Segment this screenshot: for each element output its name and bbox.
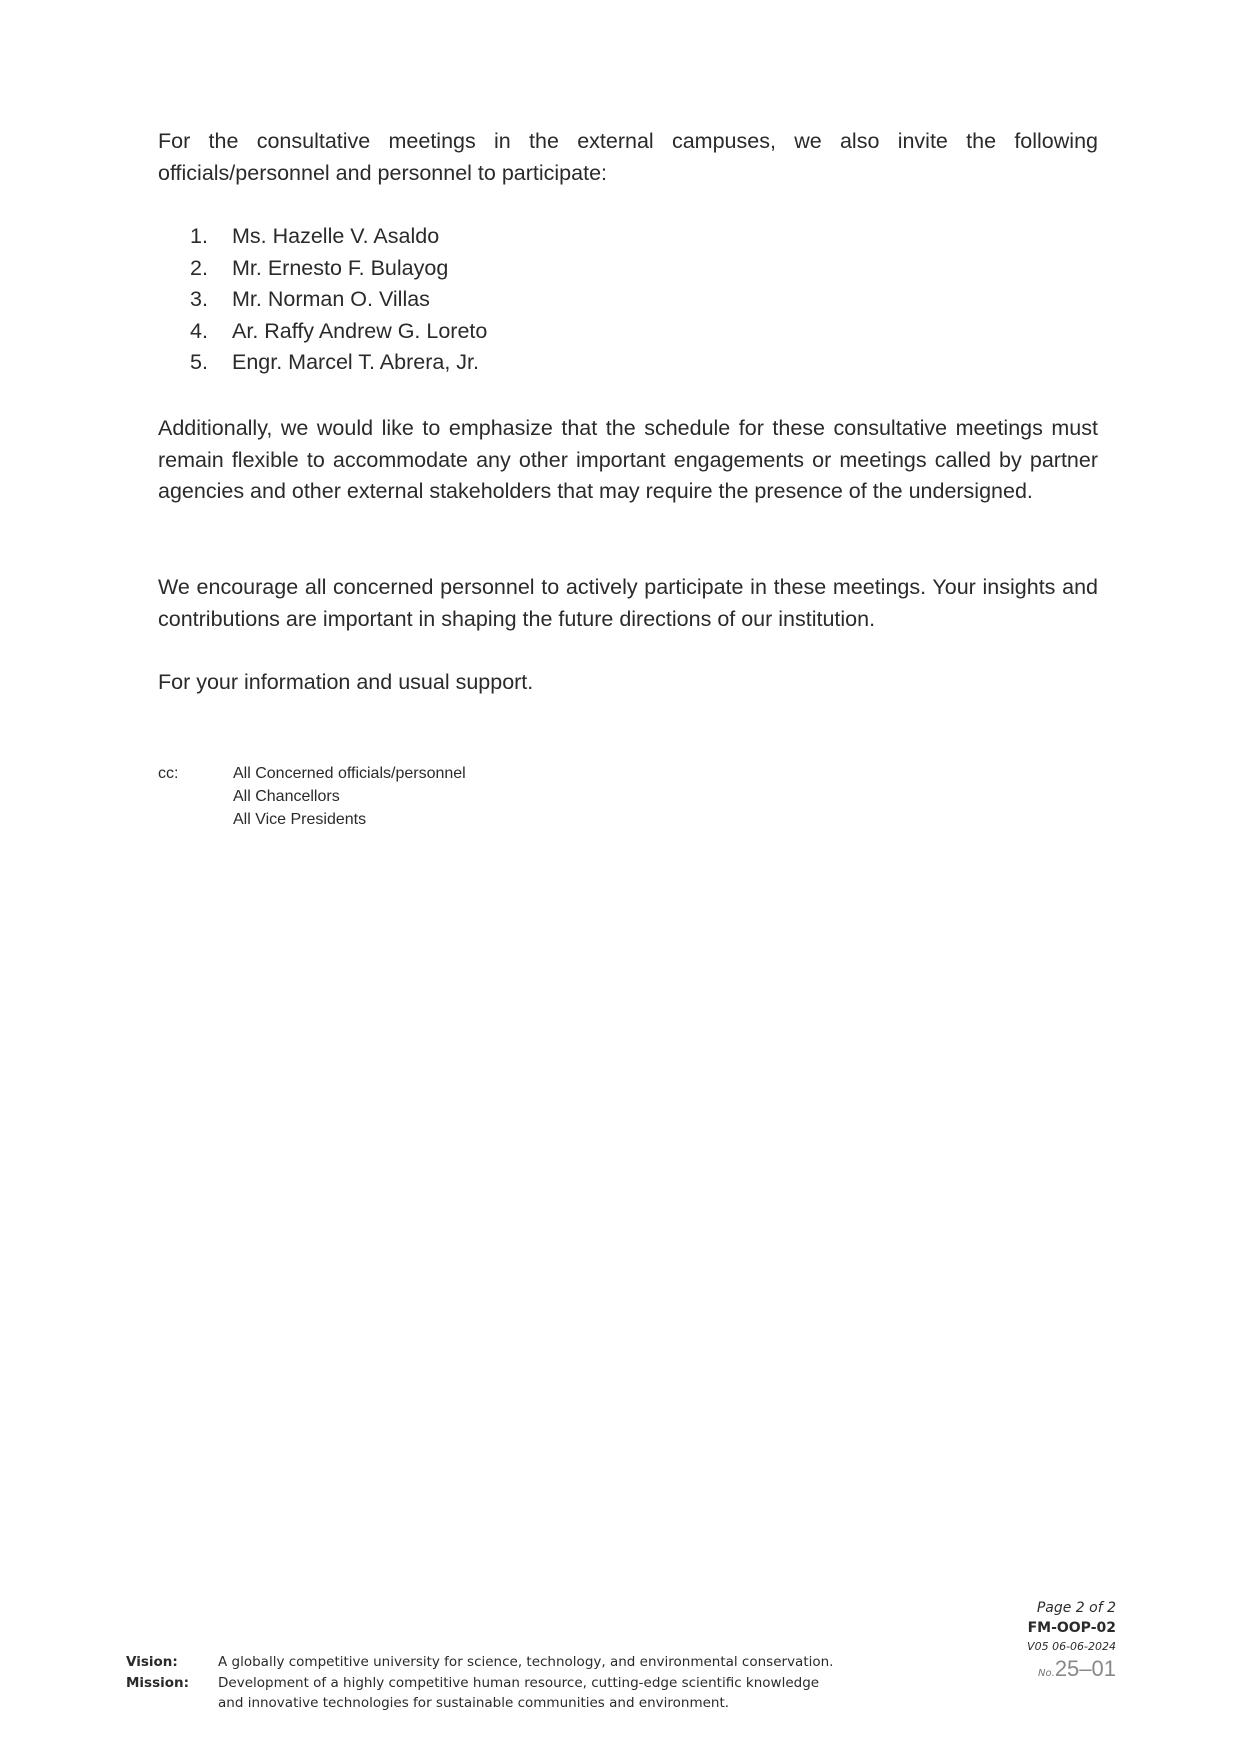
list-number: 1.: [190, 224, 208, 248]
cc-block: [158, 762, 466, 831]
closing-line: For your information and usual support.: [158, 670, 534, 694]
document-number: [1027, 1656, 1116, 1682]
invitee-list: [190, 221, 487, 379]
list-number: 5.: [190, 350, 208, 375]
encourage-paragraph: We encourage all concerned personnel to actively participate in these meetings. Your insights and contributions are important in shaping the future directions of our institution.: [158, 575, 1098, 631]
list-item: [190, 347, 487, 379]
list-item: [190, 316, 487, 348]
vision-text: A globally competitive university for science, technology, and environmental conservation.: [218, 1654, 834, 1670]
list-number: 3.: [190, 287, 208, 312]
version: V05 06-06-2024: [1027, 1640, 1116, 1653]
number-label: No.: [1038, 1668, 1055, 1679]
schedule-paragraph: Additionally, we would like to emphasize that the schedule for these consultative meetings must remain flexible to accommodate any other important engagements or meetings called by partner agencies and other external stakeholders that may require the presence of the undersigned.: [158, 416, 1098, 504]
cc-recipient: All Concerned officials/personnel: [233, 765, 466, 782]
list-number: 4.: [190, 318, 208, 343]
invitee-name: Ms. Hazelle V. Asaldo: [232, 224, 440, 248]
invitee-name: Ar. Raffy Andrew G. Loreto: [232, 318, 488, 343]
invitee-name: Mr. Norman O. Villas: [232, 287, 430, 312]
list-item: [190, 253, 487, 285]
vision-label: Vision:: [126, 1654, 178, 1670]
mission-label: Mission:: [126, 1674, 190, 1691]
list-item: [190, 221, 487, 253]
invitee-name: Engr. Marcel T. Abrera, Jr.: [232, 350, 479, 375]
vision-mission: [126, 1652, 858, 1714]
mission-text-2: and innovative technologies for sustainable communities and environment.: [218, 1695, 730, 1711]
page-number: Page 2 of 2: [1036, 1600, 1116, 1616]
cc-recipient: All Chancellors: [233, 788, 340, 805]
cc-label: cc:: [158, 765, 179, 782]
list-item: [190, 284, 487, 316]
document-control: [1027, 1598, 1116, 1682]
mission-text-1: Development of a highly competitive human resource, cutting-edge scientific knowledge: [218, 1674, 820, 1691]
invitee-name: Mr. Ernesto F. Bulayog: [232, 255, 449, 280]
list-number: 2.: [190, 255, 208, 280]
cc-recipient: All Vice Presidents: [233, 811, 367, 828]
form-code: FM-OOP-02: [1027, 1620, 1116, 1636]
intro-paragraph: For the consultative meetings in the external campuses, we also invite the following officials/personnel and personnel to participate:: [158, 129, 1098, 185]
number-value: 25–01: [1054, 1656, 1116, 1681]
